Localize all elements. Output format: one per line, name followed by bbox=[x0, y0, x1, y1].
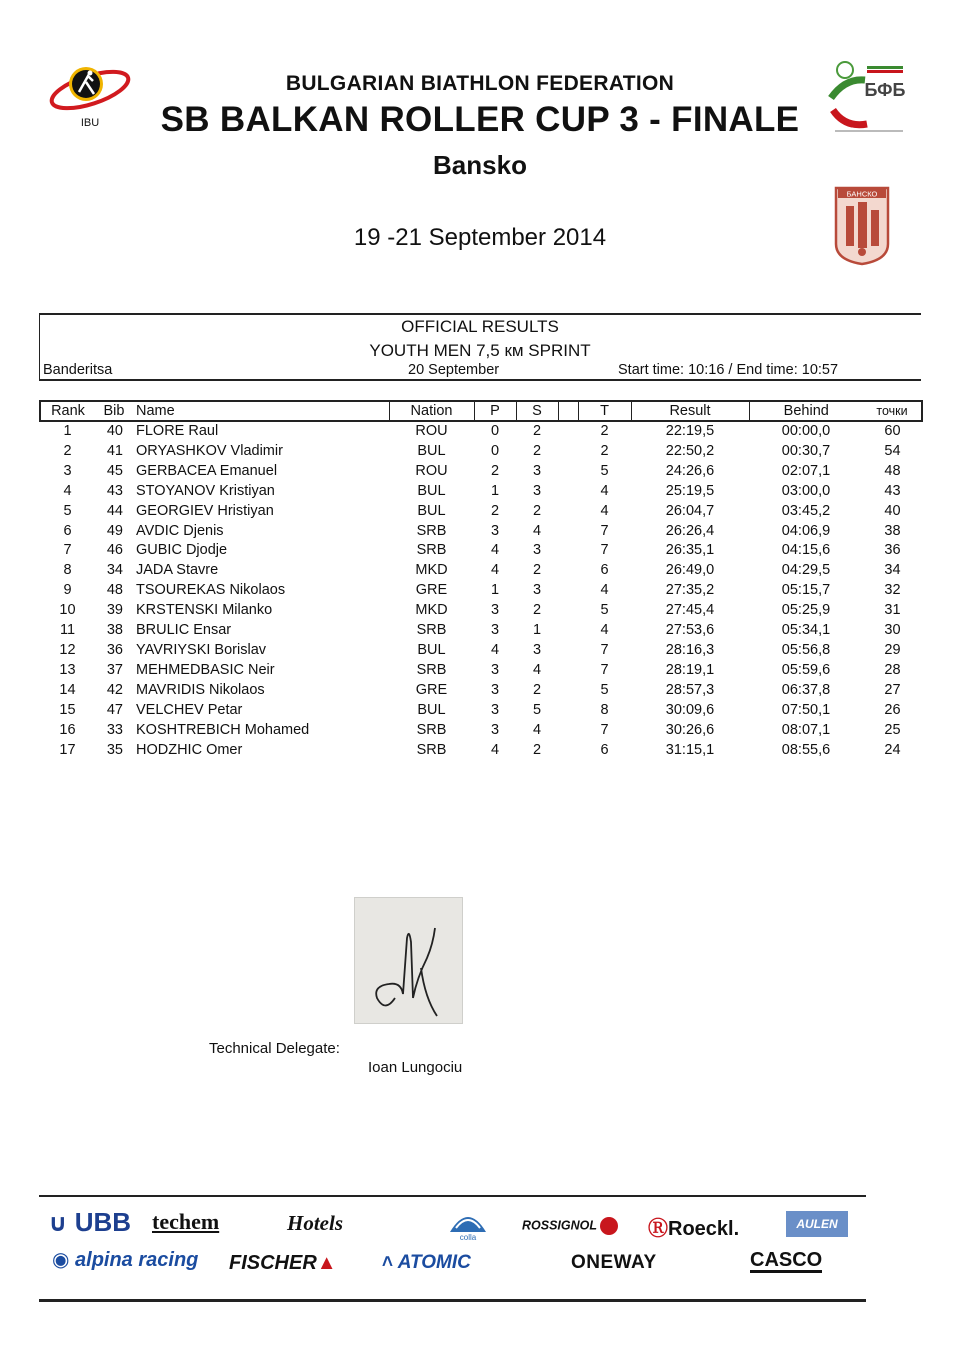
table-row bbox=[40, 541, 922, 561]
cell-prone: 3 bbox=[490, 681, 500, 698]
sponsor-aulen-logo: AULEN bbox=[786, 1211, 848, 1237]
table-row bbox=[40, 621, 922, 641]
cell-blank bbox=[558, 442, 578, 462]
cell-blank bbox=[558, 502, 578, 522]
cell-behind: 00:30,7 bbox=[781, 442, 831, 459]
cell-total: 7 bbox=[600, 542, 609, 559]
cell-behind: 05:59,6 bbox=[781, 661, 831, 678]
cell-standing: 4 bbox=[532, 721, 542, 738]
cell-points: 24 bbox=[884, 741, 901, 758]
cell-nation: SRB bbox=[416, 522, 447, 539]
table-row bbox=[40, 721, 922, 741]
cell-total: 5 bbox=[600, 462, 609, 479]
cell-behind: 08:55,6 bbox=[781, 741, 831, 758]
start-end-time: Start time: 10:16 / End time: 10:57 bbox=[618, 362, 839, 378]
table-row bbox=[40, 442, 922, 462]
table-row bbox=[40, 741, 922, 761]
cell-total: 2 bbox=[600, 442, 609, 459]
cell-standing: 4 bbox=[532, 522, 542, 539]
cell-prone: 3 bbox=[490, 622, 500, 639]
cell-nation: ROU bbox=[415, 462, 448, 479]
cell-points: 31 bbox=[884, 602, 901, 619]
cell-result: 26:35,1 bbox=[665, 542, 715, 559]
cell-nation: GRE bbox=[415, 582, 448, 599]
cell-result: 27:35,2 bbox=[665, 582, 715, 599]
col-header-total: T bbox=[578, 401, 631, 421]
cell-bib: 33 bbox=[106, 721, 123, 738]
cell-result: 27:45,4 bbox=[665, 602, 715, 619]
sponsor-colla-logo bbox=[446, 1206, 490, 1242]
cell-standing: 3 bbox=[532, 641, 542, 658]
cell-name: BRULIC Ensar bbox=[136, 622, 232, 639]
cell-rank: 6 bbox=[63, 522, 72, 539]
cell-standing: 3 bbox=[532, 542, 542, 559]
cell-total: 7 bbox=[600, 522, 609, 539]
sponsor-atomic-logo: ˄ ATOMIC bbox=[382, 1252, 471, 1273]
cell-name: GERBACEA Emanuel bbox=[136, 462, 278, 479]
col-header-behind: Behind bbox=[749, 401, 863, 421]
sponsor-hotels-logo: Hotels bbox=[287, 1211, 343, 1235]
cell-nation: BUL bbox=[417, 701, 446, 718]
cell-behind: 04:29,5 bbox=[781, 562, 831, 579]
cell-prone: 0 bbox=[490, 442, 500, 459]
cell-standing: 3 bbox=[532, 582, 542, 599]
sponsor-fischer-logo: FISCHER▲ bbox=[229, 1252, 337, 1274]
cell-points: 48 bbox=[884, 462, 901, 479]
sponsor-ubb-logo: ∪ UBB bbox=[48, 1207, 132, 1237]
cell-result: 27:53,6 bbox=[665, 622, 715, 639]
cell-points: 60 bbox=[884, 423, 901, 439]
cell-result: 25:19,5 bbox=[665, 482, 715, 499]
cell-rank: 12 bbox=[59, 641, 76, 658]
cell-bib: 40 bbox=[106, 423, 123, 439]
cell-standing: 2 bbox=[532, 562, 542, 579]
cell-bib: 41 bbox=[106, 442, 123, 459]
cell-standing: 3 bbox=[532, 462, 542, 479]
cell-bib: 46 bbox=[106, 542, 123, 559]
col-header-rank: Rank bbox=[40, 401, 95, 421]
cell-total: 8 bbox=[600, 701, 609, 718]
cell-rank: 11 bbox=[59, 622, 76, 639]
cell-result: 22:19,5 bbox=[665, 423, 715, 439]
cell-rank: 9 bbox=[63, 582, 72, 599]
cell-nation: MKD bbox=[415, 562, 448, 579]
cell-result: 31:15,1 bbox=[665, 741, 715, 758]
cell-points: 54 bbox=[884, 442, 901, 459]
bbf-logo-text: БФБ bbox=[864, 80, 906, 100]
cell-name: HODZHIC Omer bbox=[136, 741, 243, 758]
cell-points: 29 bbox=[884, 641, 901, 658]
cell-bib: 39 bbox=[106, 602, 123, 619]
cell-behind: 07:50,1 bbox=[781, 701, 831, 718]
cell-standing: 2 bbox=[532, 442, 542, 459]
ibu-logo-text: IBU bbox=[80, 117, 100, 129]
cell-bib: 34 bbox=[106, 562, 123, 579]
cell-bib: 47 bbox=[106, 701, 123, 718]
sponsor-techem-logo: techem bbox=[152, 1209, 220, 1234]
cell-bib: 36 bbox=[106, 641, 123, 658]
cell-name: JADA Stavre bbox=[136, 562, 219, 579]
cell-name: ORYASHKOV Vladimir bbox=[136, 442, 283, 459]
cell-behind: 05:56,8 bbox=[781, 641, 831, 658]
cell-result: 26:04,7 bbox=[665, 502, 715, 519]
table-row bbox=[40, 701, 922, 721]
cell-name: GUBIC Djodje bbox=[136, 542, 228, 559]
cell-total: 7 bbox=[600, 641, 609, 658]
cell-blank bbox=[558, 601, 578, 621]
cell-total: 4 bbox=[600, 502, 609, 519]
cell-standing: 2 bbox=[532, 681, 542, 698]
cell-prone: 1 bbox=[490, 482, 500, 499]
cell-points: 32 bbox=[884, 582, 901, 599]
cell-name: VELCHEV Petar bbox=[136, 701, 243, 718]
race-date: 20 September bbox=[408, 362, 500, 378]
cell-standing: 2 bbox=[532, 423, 542, 439]
cell-total: 5 bbox=[600, 602, 609, 619]
cell-rank: 10 bbox=[59, 602, 76, 619]
cell-rank: 15 bbox=[59, 701, 76, 718]
col-header-bib: Bib bbox=[95, 401, 133, 421]
federation-name: BULGARIAN BIATHLON FEDERATION bbox=[285, 72, 675, 95]
cell-rank: 1 bbox=[63, 423, 72, 439]
cell-result: 30:09,6 bbox=[665, 701, 715, 718]
cell-blank bbox=[558, 681, 578, 701]
cell-prone: 1 bbox=[490, 582, 500, 599]
cell-blank bbox=[558, 721, 578, 741]
cell-behind: 06:37,8 bbox=[781, 681, 831, 698]
cell-standing: 4 bbox=[532, 661, 542, 678]
table-row bbox=[40, 502, 922, 522]
cell-prone: 3 bbox=[490, 701, 500, 718]
cell-total: 4 bbox=[600, 582, 609, 599]
event-title: SB BALKAN ROLLER CUP 3 - FINALE bbox=[160, 100, 800, 139]
cell-nation: BUL bbox=[417, 482, 446, 499]
cell-result: 28:16,3 bbox=[665, 641, 715, 658]
cell-points: 28 bbox=[884, 661, 901, 678]
sponsor-rossignol-logo: ROSSIGNOL bbox=[522, 1217, 618, 1235]
cell-result: 30:26,6 bbox=[665, 721, 715, 738]
table-row bbox=[40, 522, 922, 542]
table-row bbox=[40, 482, 922, 502]
cell-prone: 0 bbox=[490, 423, 500, 439]
cell-behind: 03:00,0 bbox=[781, 482, 831, 499]
cell-blank bbox=[558, 421, 578, 442]
table-row bbox=[40, 601, 922, 621]
cell-result: 22:50,2 bbox=[665, 442, 715, 459]
table-row bbox=[40, 561, 922, 581]
cell-prone: 4 bbox=[490, 741, 500, 758]
cell-prone: 2 bbox=[490, 462, 500, 479]
cell-behind: 05:25,9 bbox=[781, 602, 831, 619]
cell-bib: 44 bbox=[106, 502, 123, 519]
race-name: YOUTH MEN 7,5 км SPRINT bbox=[369, 341, 591, 360]
cell-total: 5 bbox=[600, 681, 609, 698]
cell-behind: 05:34,1 bbox=[781, 622, 831, 639]
cell-bib: 38 bbox=[106, 622, 123, 639]
results-table bbox=[39, 400, 923, 760]
col-header-name: Name bbox=[133, 401, 389, 421]
cell-prone: 3 bbox=[490, 661, 500, 678]
cell-result: 24:26,6 bbox=[665, 462, 715, 479]
venue: Bansko bbox=[433, 150, 527, 180]
cell-blank bbox=[558, 522, 578, 542]
cell-behind: 05:15,7 bbox=[781, 582, 831, 599]
cell-nation: SRB bbox=[416, 622, 447, 639]
cell-name: KOSHTREBICH Mohamed bbox=[136, 721, 310, 738]
cell-nation: SRB bbox=[416, 721, 447, 738]
cell-rank: 16 bbox=[59, 721, 76, 738]
cell-blank bbox=[558, 561, 578, 581]
cell-blank bbox=[558, 741, 578, 761]
cell-nation: SRB bbox=[416, 741, 447, 758]
col-header-prone: P bbox=[474, 401, 516, 421]
cell-prone: 2 bbox=[490, 502, 500, 519]
cell-rank: 13 bbox=[59, 661, 76, 678]
cell-blank bbox=[558, 621, 578, 641]
cell-blank bbox=[558, 581, 578, 601]
table-row bbox=[40, 421, 922, 442]
cell-behind: 03:45,2 bbox=[781, 502, 831, 519]
cell-prone: 4 bbox=[490, 562, 500, 579]
cell-blank bbox=[558, 701, 578, 721]
cell-bib: 37 bbox=[106, 661, 123, 678]
cell-bib: 43 bbox=[106, 482, 123, 499]
cell-prone: 4 bbox=[490, 542, 500, 559]
cell-result: 26:49,0 bbox=[665, 562, 715, 579]
cell-behind: 08:07,1 bbox=[781, 721, 831, 738]
footer-divider-bottom bbox=[39, 1299, 866, 1302]
cell-total: 7 bbox=[600, 721, 609, 738]
cell-standing: 2 bbox=[532, 602, 542, 619]
cell-total: 6 bbox=[600, 562, 609, 579]
cell-standing: 5 bbox=[532, 701, 542, 718]
results-body bbox=[40, 421, 922, 760]
roeckl-r-icon: Ⓡ bbox=[648, 1218, 668, 1240]
cell-blank bbox=[558, 482, 578, 502]
bansko-crest-icon bbox=[832, 180, 892, 266]
colla-text: colla bbox=[459, 1233, 477, 1242]
cell-rank: 3 bbox=[63, 462, 72, 479]
cell-points: 40 bbox=[884, 502, 901, 519]
cell-rank: 7 bbox=[63, 542, 72, 559]
signature-image bbox=[354, 897, 463, 1024]
cell-points: 43 bbox=[884, 482, 901, 499]
cell-behind: 04:06,9 bbox=[781, 522, 831, 539]
cell-total: 4 bbox=[600, 622, 609, 639]
cell-result: 28:57,3 bbox=[665, 681, 715, 698]
cell-standing: 1 bbox=[532, 622, 542, 639]
cell-result: 28:19,1 bbox=[665, 661, 715, 678]
cell-points: 38 bbox=[884, 522, 901, 539]
cell-prone: 3 bbox=[490, 522, 500, 539]
cell-blank bbox=[558, 641, 578, 661]
cell-nation: GRE bbox=[415, 681, 448, 698]
cell-rank: 17 bbox=[59, 741, 76, 758]
footer-divider-top bbox=[39, 1195, 866, 1197]
crest-text: БАНСКО bbox=[846, 189, 878, 199]
cell-behind: 02:07,1 bbox=[781, 462, 831, 479]
table-header-row bbox=[40, 401, 922, 421]
cell-points: 30 bbox=[884, 622, 901, 639]
cell-rank: 5 bbox=[63, 502, 72, 519]
official-results-heading: OFFICIAL RESULTS bbox=[401, 317, 559, 336]
cell-points: 36 bbox=[884, 542, 901, 559]
table-row bbox=[40, 681, 922, 701]
cell-behind: 04:15,6 bbox=[781, 542, 831, 559]
cell-nation: ROU bbox=[415, 423, 448, 439]
cell-nation: BUL bbox=[417, 502, 446, 519]
sponsor-oneway-logo: ONEWAY bbox=[571, 1252, 657, 1273]
cell-rank: 14 bbox=[59, 681, 76, 698]
cell-standing: 2 bbox=[532, 741, 542, 758]
ubb-shield-icon: ∪ bbox=[48, 1210, 68, 1237]
cell-standing: 3 bbox=[532, 482, 542, 499]
cell-bib: 45 bbox=[106, 462, 123, 479]
cell-behind: 00:00,0 bbox=[781, 423, 831, 439]
cell-nation: MKD bbox=[415, 602, 448, 619]
cell-nation: SRB bbox=[416, 542, 447, 559]
cell-rank: 8 bbox=[63, 562, 72, 579]
cell-points: 26 bbox=[884, 701, 901, 718]
sponsor-roeckl-logo: ⓇRoeckl. bbox=[648, 1218, 740, 1240]
cell-nation: BUL bbox=[417, 442, 446, 459]
sponsor-casco-logo: CASCO bbox=[750, 1249, 823, 1271]
cell-name: YAVRIYSKI Borislav bbox=[136, 641, 267, 658]
cell-name: STOYANOV Kristiyan bbox=[136, 482, 275, 499]
cell-name: MAVRIDIS Nikolaos bbox=[136, 681, 265, 698]
cell-nation: SRB bbox=[416, 661, 447, 678]
event-dates: 19 -21 September 2014 bbox=[353, 224, 607, 251]
cell-prone: 4 bbox=[490, 641, 500, 658]
cell-rank: 4 bbox=[63, 482, 72, 499]
technical-delegate-name: Ioan Lungociu bbox=[368, 1059, 463, 1076]
cell-name: FLORE Raul bbox=[136, 423, 219, 439]
rossignol-r-icon bbox=[600, 1217, 618, 1235]
col-header-standing: S bbox=[516, 401, 558, 421]
sponsor-alpina-logo: ◉ alpina racing bbox=[52, 1249, 199, 1271]
cell-total: 4 bbox=[600, 482, 609, 499]
cell-result: 26:26,4 bbox=[665, 522, 715, 539]
cell-blank bbox=[558, 661, 578, 681]
cell-standing: 2 bbox=[532, 502, 542, 519]
technical-delegate-label: Technical Delegate: bbox=[209, 1040, 340, 1057]
cell-name: AVDIC Djenis bbox=[136, 522, 224, 539]
atomic-a-icon: ˄ bbox=[382, 1252, 394, 1273]
cell-nation: BUL bbox=[417, 641, 446, 658]
cell-bib: 48 bbox=[106, 582, 123, 599]
cell-points: 34 bbox=[884, 562, 901, 579]
table-row bbox=[40, 581, 922, 601]
race-location: Banderitsa bbox=[43, 362, 113, 378]
cell-name: TSOUREKAS Nikolaos bbox=[136, 582, 286, 599]
col-header-points: точки bbox=[863, 401, 922, 421]
cell-name: KRSTENSKI Milanko bbox=[136, 602, 273, 619]
cell-points: 25 bbox=[884, 721, 901, 738]
cell-name: MEHMEDBASIC Neir bbox=[136, 661, 275, 678]
cell-total: 6 bbox=[600, 741, 609, 758]
alpina-globe-icon: ◉ bbox=[52, 1249, 70, 1271]
cell-blank bbox=[558, 541, 578, 561]
table-row bbox=[40, 462, 922, 482]
cell-bib: 35 bbox=[106, 741, 123, 758]
cell-bib: 42 bbox=[106, 681, 123, 698]
col-header-blank bbox=[558, 401, 578, 421]
cell-rank: 2 bbox=[63, 442, 72, 459]
fischer-triangle-icon: ▲ bbox=[316, 1252, 337, 1274]
cell-name: GEORGIEV Hristiyan bbox=[136, 502, 274, 519]
table-row bbox=[40, 641, 922, 661]
cell-total: 2 bbox=[600, 423, 609, 439]
col-header-nation: Nation bbox=[389, 401, 474, 421]
cell-bib: 49 bbox=[106, 522, 123, 539]
cell-blank bbox=[558, 462, 578, 482]
col-header-result: Result bbox=[631, 401, 749, 421]
cell-prone: 3 bbox=[490, 602, 500, 619]
table-row bbox=[40, 661, 922, 681]
cell-total: 7 bbox=[600, 661, 609, 678]
cell-points: 27 bbox=[884, 681, 901, 698]
cell-prone: 3 bbox=[490, 721, 500, 738]
